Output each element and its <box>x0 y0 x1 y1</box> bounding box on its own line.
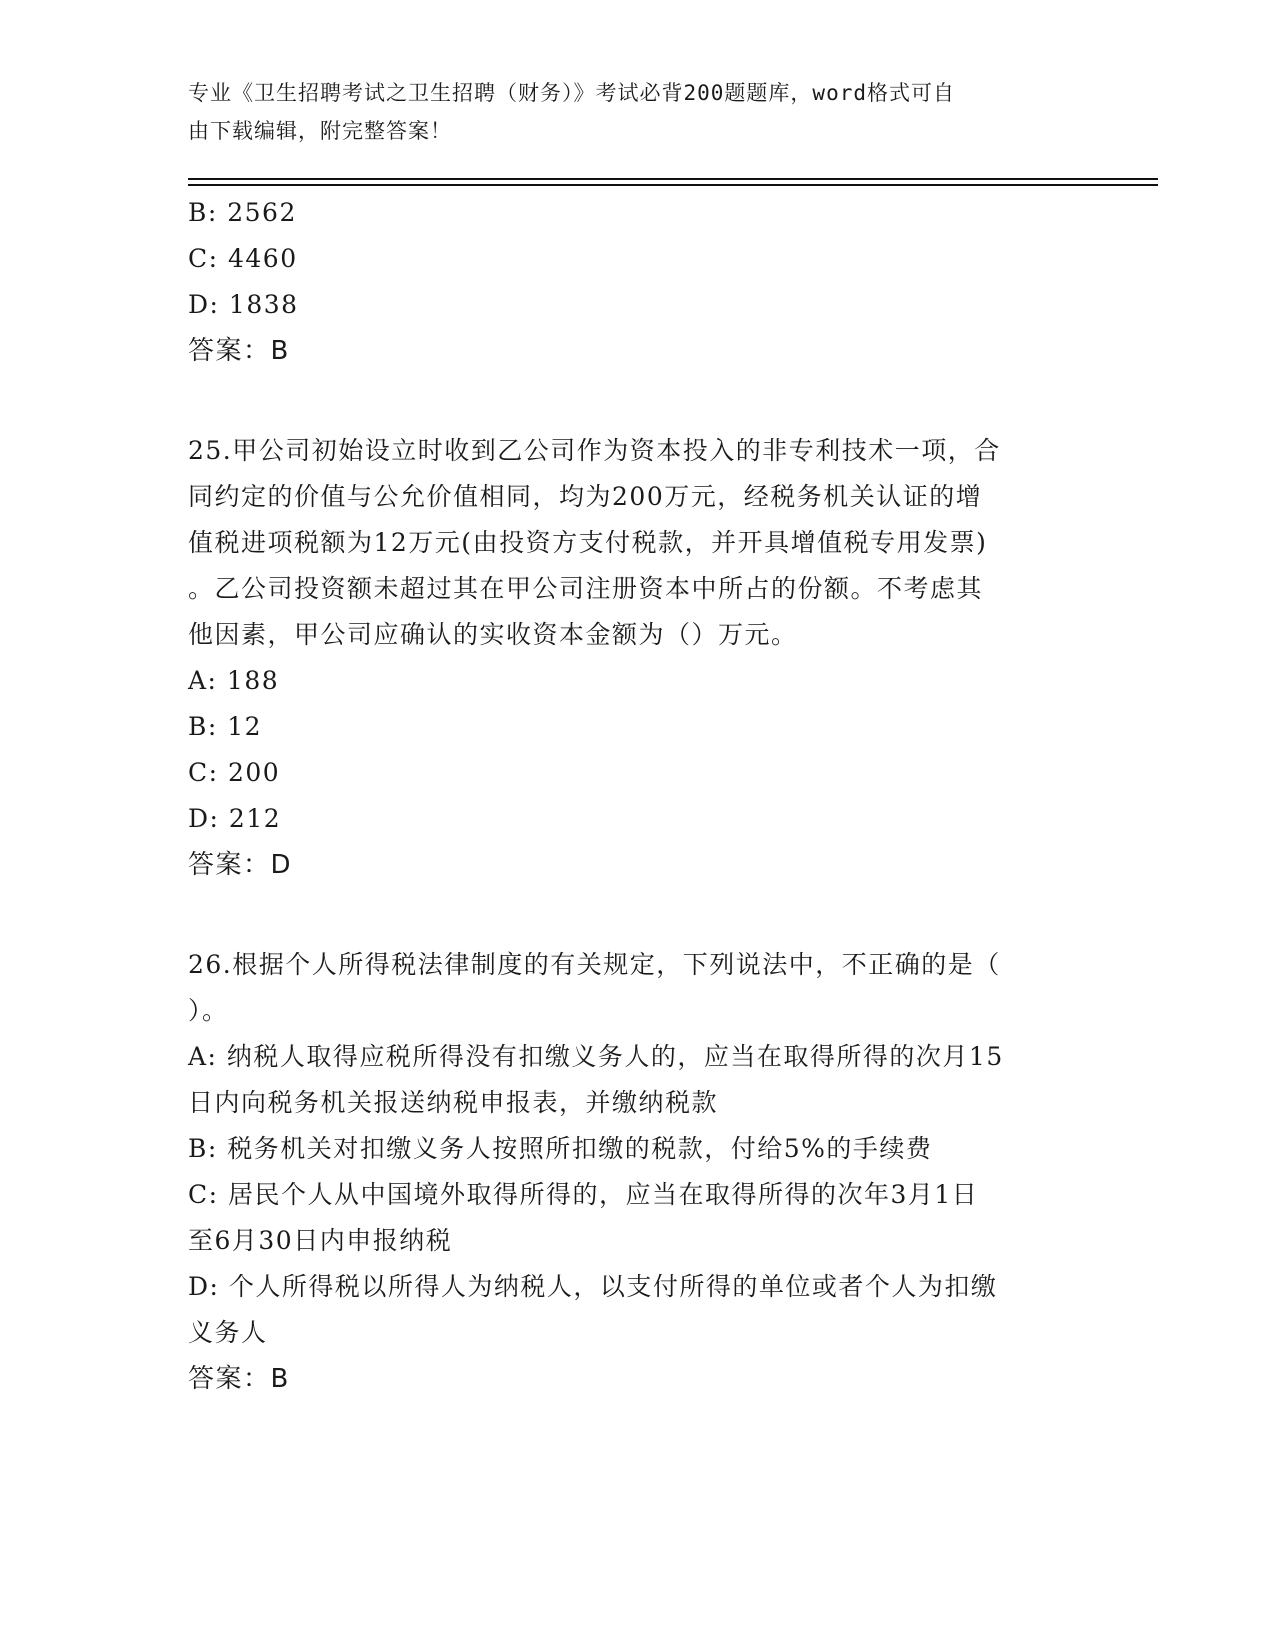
option-c: C: 4460 <box>188 244 298 273</box>
prev-question <box>188 190 1088 374</box>
question-gap <box>188 374 1088 428</box>
option-b: B: 12 <box>188 712 263 741</box>
header-divider-bottom <box>188 184 1158 186</box>
question-text-line: 值税进项税额为12万元(由投资方支付税款，并开具增值税专用发票) <box>188 528 988 557</box>
answer-line: 答案：D <box>188 850 293 880</box>
question-26 <box>188 942 1088 1402</box>
question-text-line: 。乙公司投资额未超过其在甲公司注册资本中所占的份额。不考虑其 <box>188 574 984 603</box>
option-b: B: 2562 <box>188 198 297 227</box>
header-line-1: 专业《卫生招聘考试之卫生招聘（财务）》考试必背200题题库，word格式可自 <box>188 81 955 105</box>
question-gap <box>188 888 1088 942</box>
header-line-2: 由下载编辑，附完整答案！ <box>188 119 452 143</box>
option-d: D: 个人所得税以所得人为纳税人，以支付所得的单位或者个人为扣缴 <box>188 1272 998 1301</box>
answer-line: 答案：B <box>188 1364 290 1394</box>
option-a: A: 纳税人取得应税所得没有扣缴义务人的，应当在取得所得的次月15 <box>188 1042 1004 1071</box>
option-b: B: 税务机关对扣缴义务人按照所扣缴的税款，付给5%的手续费 <box>188 1134 933 1163</box>
option-d: D: 212 <box>188 804 282 833</box>
option-c: C: 居民个人从中国境外取得所得的，应当在取得所得的次年3月1日 <box>188 1180 979 1209</box>
option-a: A: 188 <box>188 666 280 695</box>
header-divider-top <box>188 178 1158 180</box>
document-header <box>188 74 1088 150</box>
question-text-line: 26.根据个人所得税法律制度的有关规定，下列说法中，不正确的是（ <box>188 950 1001 979</box>
option-d-continued: 义务人 <box>188 1318 268 1347</box>
option-c: C: 200 <box>188 758 281 787</box>
question-text-line: 25.甲公司初始设立时收到乙公司作为资本投入的非专利技术一项，合 <box>188 436 1001 465</box>
option-a-continued: 日内向税务机关报送纳税申报表，并缴纳税款 <box>188 1088 719 1117</box>
document-body <box>188 190 1088 1402</box>
question-25 <box>188 428 1088 888</box>
question-text-line: 同约定的价值与公允价值相同，均为200万元，经税务机关认证的增 <box>188 482 983 511</box>
question-text-line: ）。 <box>188 996 229 1025</box>
question-text-line: 他因素，甲公司应确认的实收资本金额为（）万元。 <box>188 620 798 649</box>
option-d: D: 1838 <box>188 290 299 319</box>
option-c-continued: 至6月30日内申报纳税 <box>188 1226 453 1255</box>
answer-line: 答案：B <box>188 336 290 366</box>
